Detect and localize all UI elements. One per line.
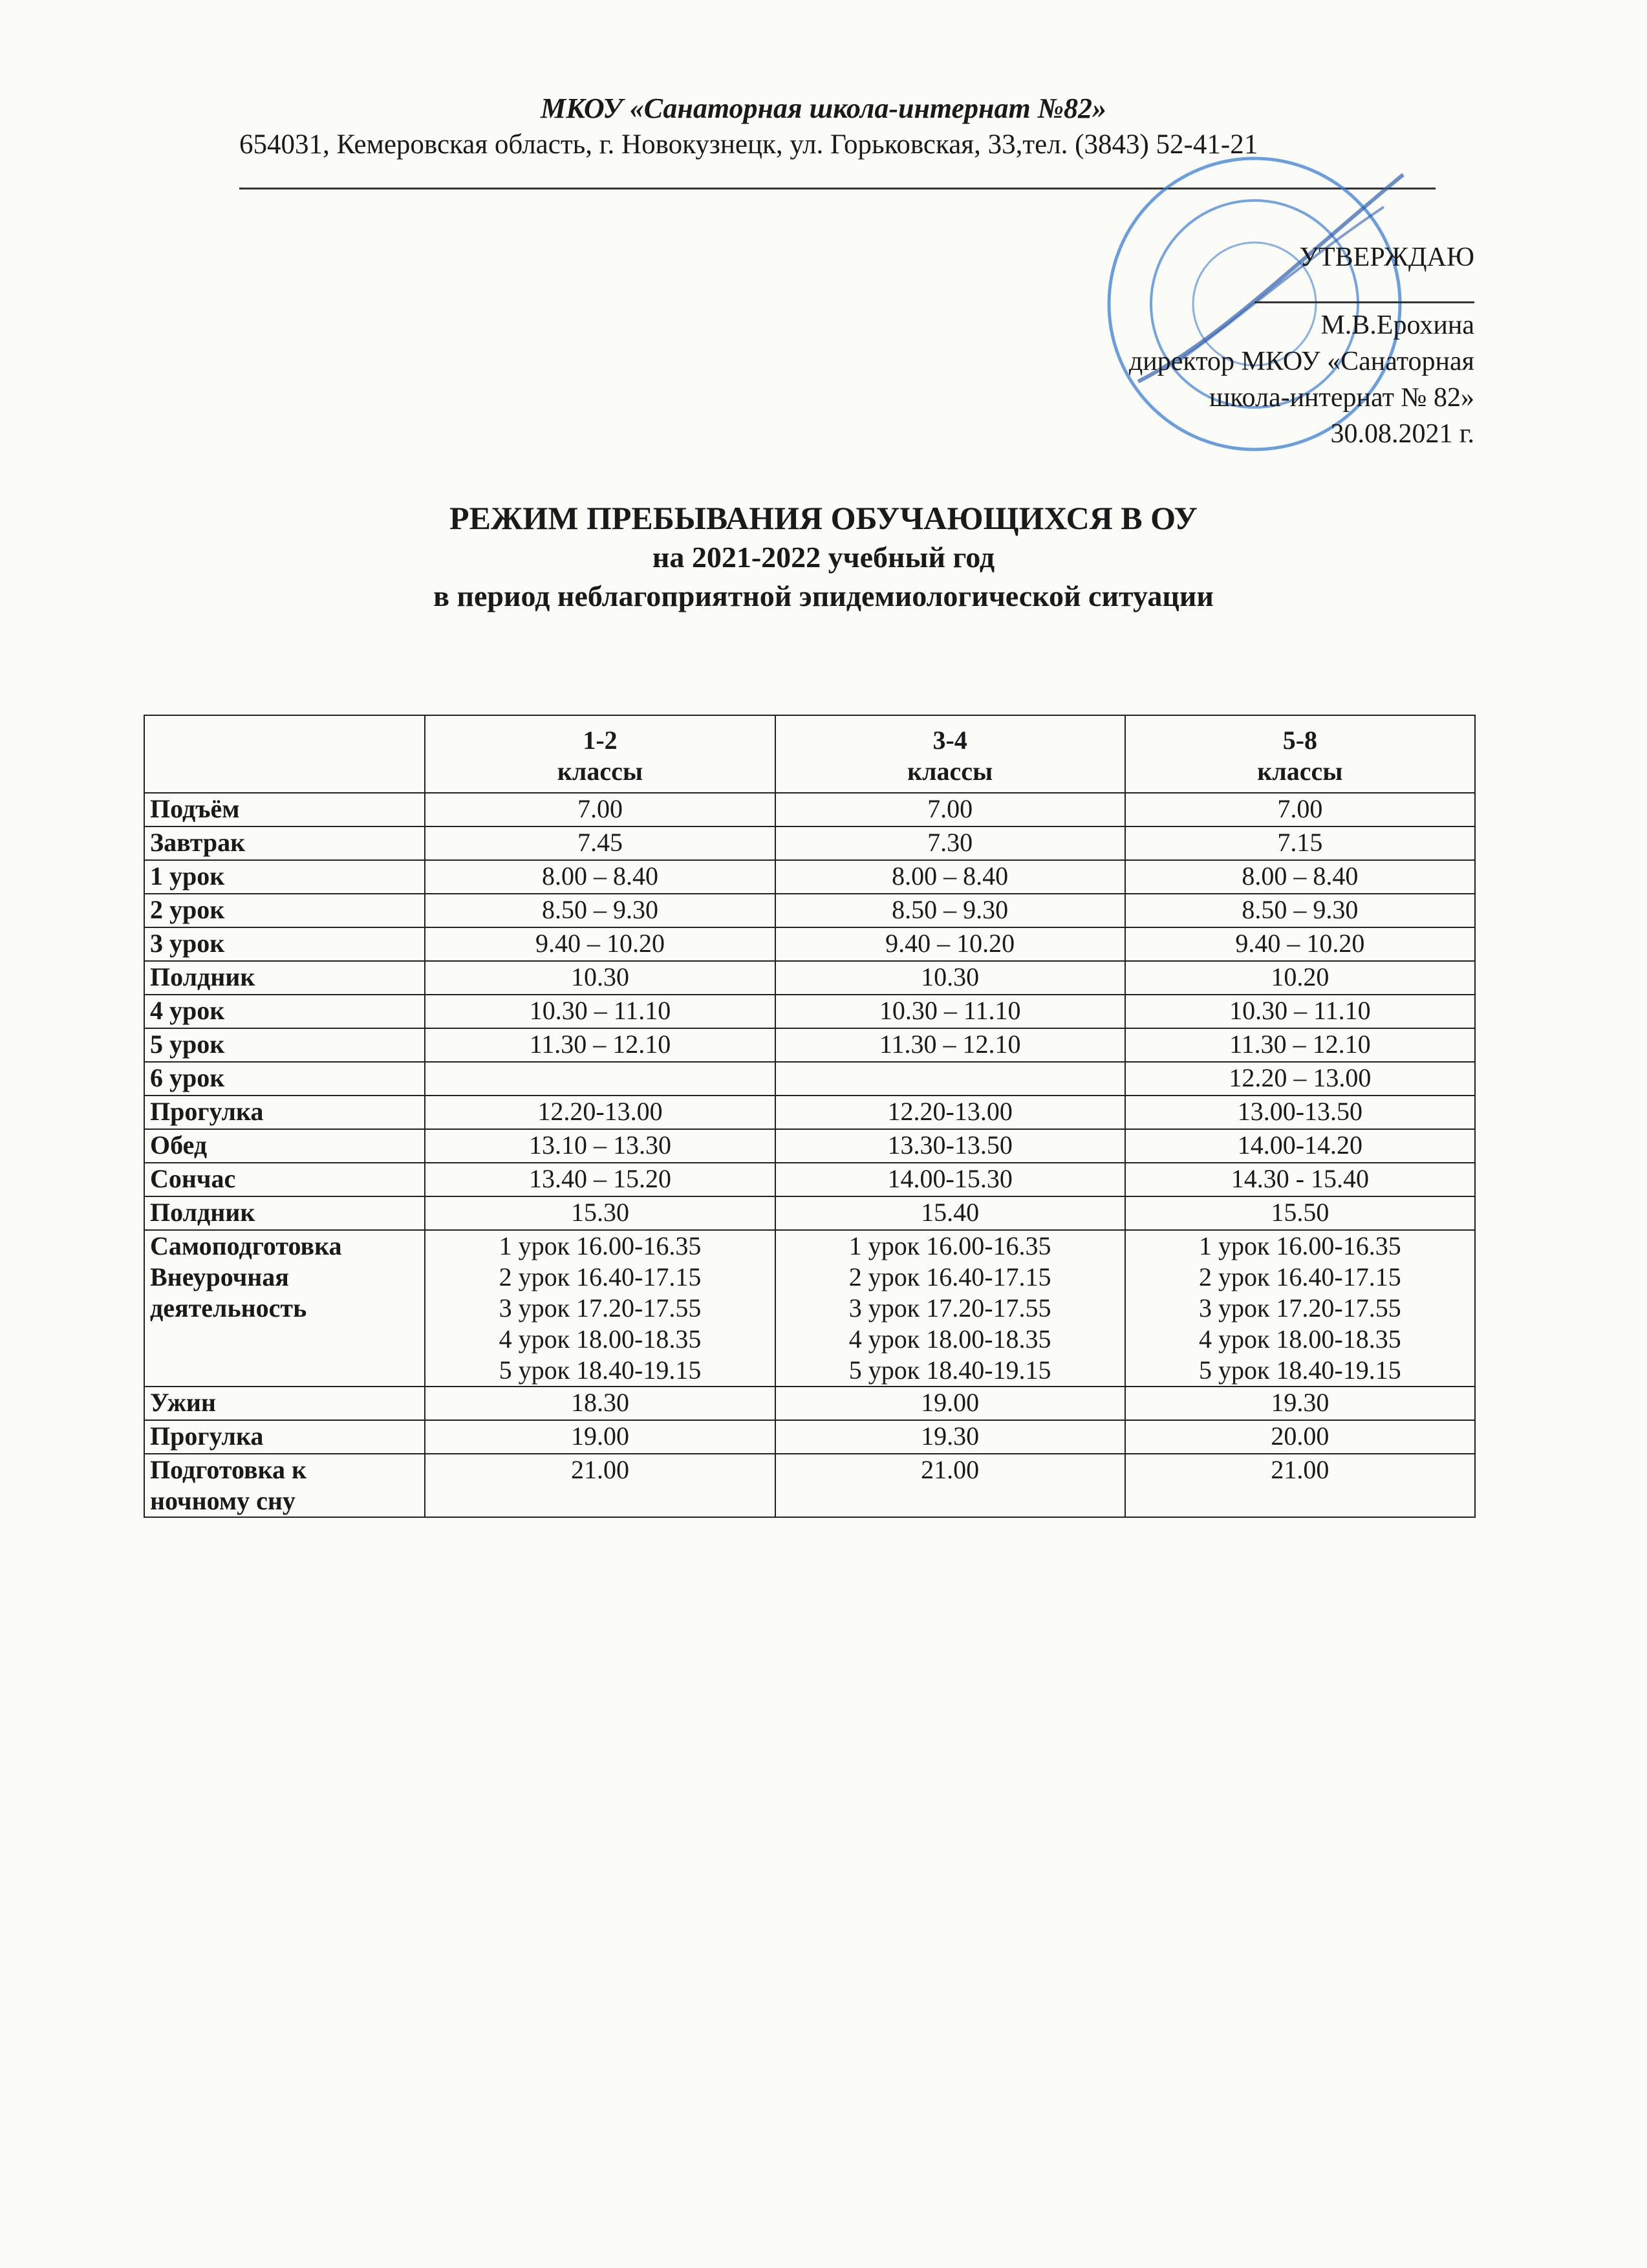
title-line3: в период неблагоприятной эпидемиологической ситуации: [433, 579, 1214, 612]
table-row: [144, 1387, 1475, 1420]
row-label: Прогулка: [144, 1096, 425, 1129]
row-label-line: ночному сну: [150, 1486, 296, 1515]
row-label: Прогулка: [144, 1420, 425, 1454]
lesson-time: 1 урок 16.00-16.35: [499, 1231, 702, 1260]
row-label-line: деятельность: [150, 1293, 307, 1323]
table-row-self-study: [144, 1230, 1475, 1387]
time-cell: 7.15: [1125, 826, 1475, 860]
time-cell: 13.10 – 13.30: [425, 1129, 775, 1163]
header-grade-number: 5-8: [1282, 726, 1318, 755]
time-cell: 20.00: [1125, 1420, 1475, 1454]
time-cell: 10.30 – 11.10: [775, 995, 1125, 1028]
time-cell: 10.20: [1125, 961, 1475, 995]
time-cell: 19.30: [1125, 1387, 1475, 1420]
time-cell: 13.40 – 15.20: [425, 1163, 775, 1196]
row-label: 5 урок: [144, 1028, 425, 1062]
table-row: [144, 1096, 1475, 1129]
row-label: [144, 1454, 425, 1517]
time-cell: 13.30-13.50: [775, 1129, 1125, 1163]
time-cell: 8.50 – 9.30: [425, 894, 775, 927]
table-row: [144, 995, 1475, 1028]
title-line2: на 2021-2022 учебный год: [652, 541, 995, 574]
organization-address: 654031, Кемеровская область, г. Новокузнецк, ул. Горьковская, 33,тел. (3843) 52-41-21: [239, 129, 1258, 160]
signature-line: [1254, 301, 1474, 303]
table-row: [144, 1028, 1475, 1062]
header-grade-3-4: [775, 715, 1125, 793]
row-label: 1 урок: [144, 860, 425, 894]
lesson-time: 4 урок 18.00-18.35: [848, 1324, 1051, 1354]
organization-title: МКОУ «Санаторная школа-интернат №82»: [541, 92, 1106, 124]
lesson-time: 3 урок 17.20-17.55: [499, 1293, 702, 1323]
table-header-row: [144, 715, 1475, 793]
time-cell: 19.30: [775, 1420, 1125, 1454]
time-cell: 8.50 – 9.30: [1125, 894, 1475, 927]
table-row: [144, 860, 1475, 894]
time-cell: 10.30: [425, 961, 775, 995]
time-cell: 8.00 – 8.40: [425, 860, 775, 894]
time-cell: 14.30 - 15.40: [1125, 1163, 1475, 1196]
time-cell: 7.30: [775, 826, 1125, 860]
table-row: [144, 1129, 1475, 1163]
time-cell: 7.45: [425, 826, 775, 860]
time-cell: 9.40 – 10.20: [775, 927, 1125, 961]
lesson-time: 5 урок 18.40-19.15: [1199, 1355, 1401, 1385]
header-grade-word: классы: [1257, 757, 1343, 786]
lesson-time: 5 урок 18.40-19.15: [499, 1355, 702, 1385]
approver-position-line1: директор МКОУ «Санаторная: [1128, 347, 1474, 376]
document-title: [0, 498, 1647, 616]
time-cell: 12.20-13.00: [775, 1096, 1125, 1129]
header-grade-word: классы: [907, 757, 993, 786]
time-cell: 12.20 – 13.00: [1125, 1062, 1475, 1096]
lesson-time: 2 урок 16.40-17.15: [848, 1262, 1051, 1291]
time-cell: 15.40: [775, 1196, 1125, 1230]
time-cell: 19.00: [775, 1387, 1125, 1420]
approval-date: 30.08.2021 г.: [1330, 419, 1474, 449]
table-row: [144, 1196, 1475, 1230]
lesson-list-cell: [1125, 1230, 1475, 1387]
time-cell: 18.30: [425, 1387, 775, 1420]
table-row-bedtime: [144, 1454, 1475, 1517]
time-cell: 8.00 – 8.40: [1125, 860, 1475, 894]
time-cell: 7.00: [775, 793, 1125, 826]
approval-block: [970, 239, 1474, 452]
time-cell: 9.40 – 10.20: [1125, 927, 1475, 961]
lesson-time: 1 урок 16.00-16.35: [1199, 1231, 1401, 1260]
row-label: 4 урок: [144, 995, 425, 1028]
time-cell: 8.00 – 8.40: [775, 860, 1125, 894]
lesson-list-cell: [425, 1230, 775, 1387]
row-label: 3 урок: [144, 927, 425, 961]
header-grade-1-2: [425, 715, 775, 793]
table-row: [144, 793, 1475, 826]
table-row: [144, 1420, 1475, 1454]
approve-word: УТВЕРЖДАЮ: [1299, 243, 1474, 272]
row-label-line: Самоподготовка: [150, 1231, 342, 1260]
table-row: [144, 961, 1475, 995]
schedule-table: [144, 715, 1476, 1518]
time-cell: 15.50: [1125, 1196, 1475, 1230]
lesson-time: 3 урок 17.20-17.55: [1199, 1293, 1401, 1323]
time-cell: 10.30: [775, 961, 1125, 995]
lesson-time: 5 урок 18.40-19.15: [848, 1355, 1051, 1385]
time-cell: 19.00: [425, 1420, 775, 1454]
row-label: Завтрак: [144, 826, 425, 860]
time-cell: 11.30 – 12.10: [775, 1028, 1125, 1062]
time-cell: 11.30 – 12.10: [1125, 1028, 1475, 1062]
time-cell: 14.00-14.20: [1125, 1129, 1475, 1163]
header-grade-word: классы: [557, 757, 643, 786]
row-label: [144, 1230, 425, 1387]
row-label: 6 урок: [144, 1062, 425, 1096]
time-cell: 7.00: [425, 793, 775, 826]
row-label: Сончас: [144, 1163, 425, 1196]
table-row: [144, 1163, 1475, 1196]
row-label-line: Подготовка к: [150, 1455, 307, 1484]
lesson-list-cell: [775, 1230, 1125, 1387]
time-cell: 21.00: [775, 1454, 1125, 1517]
time-cell: 21.00: [1125, 1454, 1475, 1517]
header-empty-cell: [144, 715, 425, 793]
row-label: Обед: [144, 1129, 425, 1163]
table-row: [144, 826, 1475, 860]
lesson-time: 2 урок 16.40-17.15: [1199, 1262, 1401, 1291]
approver-name: М.В.Ерохина: [1320, 310, 1474, 340]
row-label-line: Внеурочная: [150, 1262, 289, 1291]
time-cell: 10.30 – 11.10: [1125, 995, 1475, 1028]
header-grade-5-8: [1125, 715, 1475, 793]
lesson-time: 4 урок 18.00-18.35: [499, 1324, 702, 1354]
approver-position-line2: школа-интернат № 82»: [1209, 383, 1474, 413]
time-cell: 14.00-15.30: [775, 1163, 1125, 1196]
row-label: Подъём: [144, 793, 425, 826]
time-cell: 7.00: [1125, 793, 1475, 826]
time-cell: [775, 1062, 1125, 1096]
time-cell: 21.00: [425, 1454, 775, 1517]
lesson-time: 2 урок 16.40-17.15: [499, 1262, 702, 1291]
time-cell: 15.30: [425, 1196, 775, 1230]
time-cell: 11.30 – 12.10: [425, 1028, 775, 1062]
row-label: Полдник: [144, 961, 425, 995]
time-cell: 12.20-13.00: [425, 1096, 775, 1129]
table-row: [144, 1062, 1475, 1096]
row-label: Ужин: [144, 1387, 425, 1420]
time-cell: 10.30 – 11.10: [425, 995, 775, 1028]
time-cell: 8.50 – 9.30: [775, 894, 1125, 927]
lesson-time: 3 урок 17.20-17.55: [848, 1293, 1051, 1323]
time-cell: 9.40 – 10.20: [425, 927, 775, 961]
time-cell: [425, 1062, 775, 1096]
lesson-time: 4 урок 18.00-18.35: [1199, 1324, 1401, 1354]
row-label: 2 урок: [144, 894, 425, 927]
time-cell: 13.00-13.50: [1125, 1096, 1475, 1129]
table-row: [144, 894, 1475, 927]
header-grade-number: 1-2: [583, 726, 618, 755]
lesson-time: 1 урок 16.00-16.35: [848, 1231, 1051, 1260]
title-line1: РЕЖИМ ПРЕБЫВАНИЯ ОБУЧАЮЩИХСЯ В ОУ: [449, 500, 1198, 536]
table-row: [144, 927, 1475, 961]
header-grade-number: 3-4: [932, 726, 967, 755]
row-label: Полдник: [144, 1196, 425, 1230]
